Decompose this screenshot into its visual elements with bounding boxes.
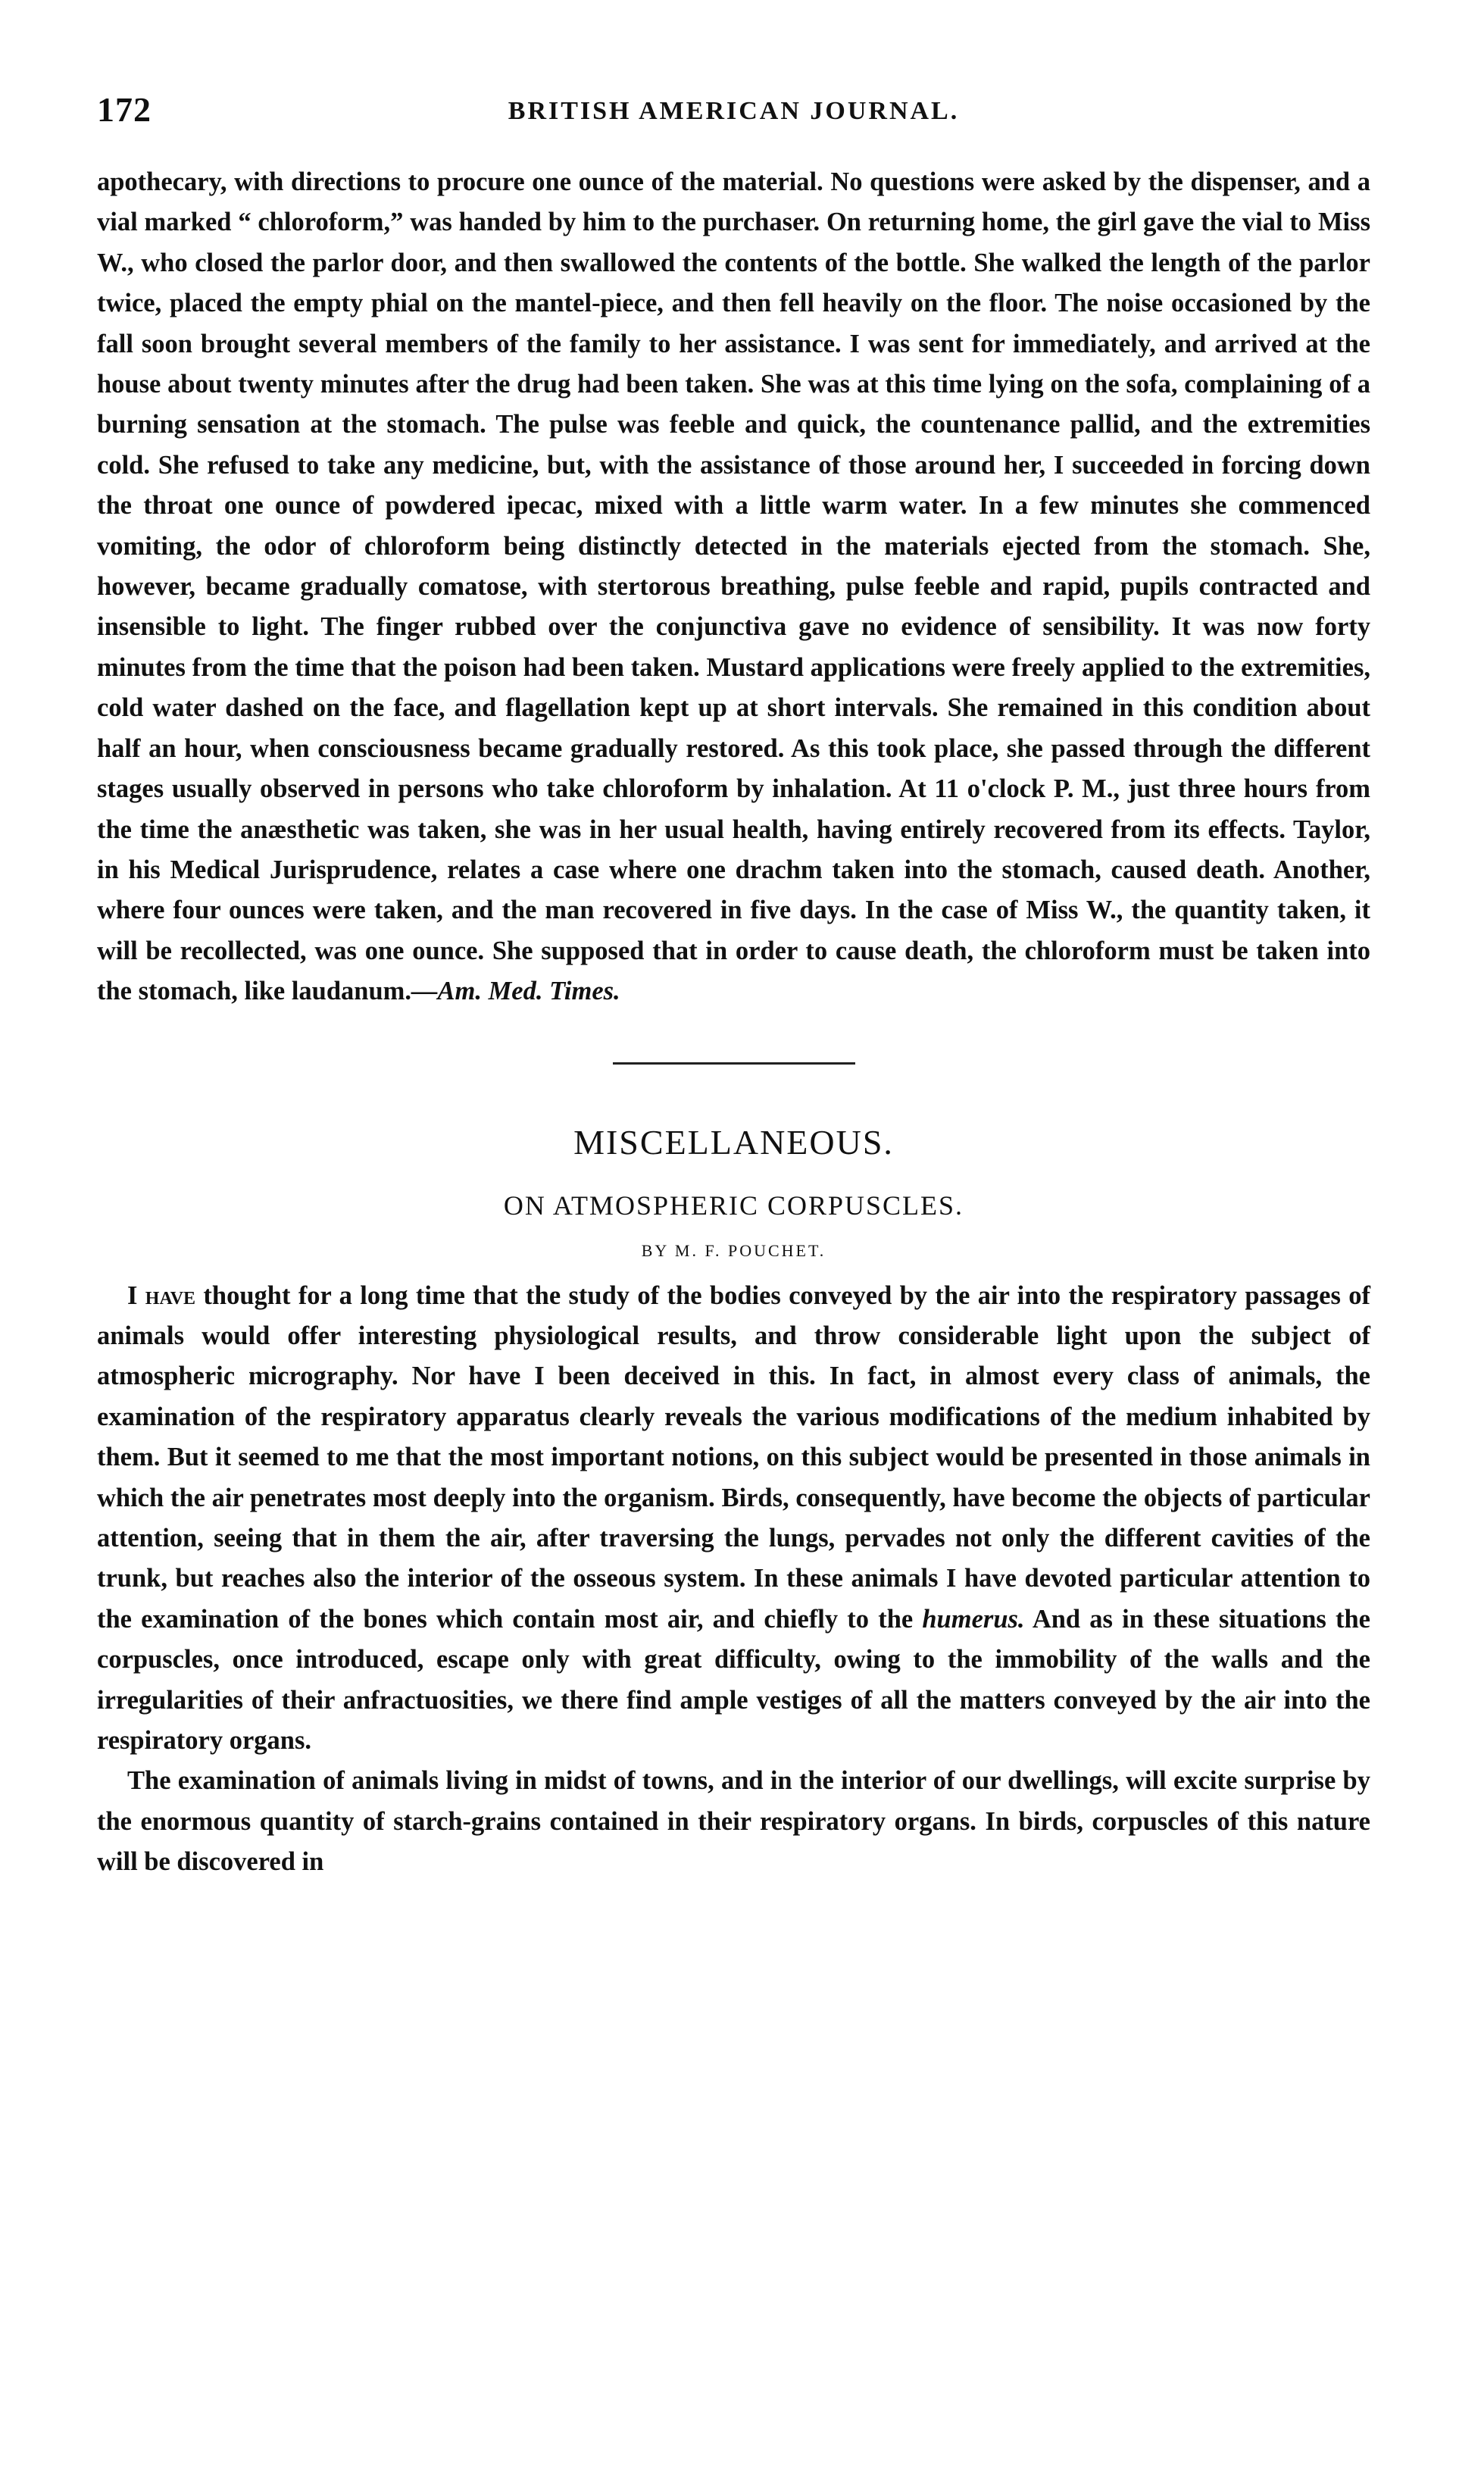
running-title: BRITISH AMERICAN JOURNAL.	[508, 97, 960, 125]
article-paragraph-1	[97, 1276, 1370, 1762]
continued-paragraph	[97, 162, 1370, 1012]
article-paragraph-2	[97, 1761, 1370, 1882]
emphasized-term: humerus.	[922, 1604, 1025, 1634]
paragraph-2-text: The examination of animals living in midst of towns, and in the interior of our dwellings, will excite surprise by the enormous quantity of starch-grains contained in their respiratory organs. In birds, corpuscles of this nature will be discovered in	[97, 1766, 1370, 1877]
paragraph-1-text: thought for a long time that the study of the bodies conveyed by the air into the respiratory passages of animals would offer interesting physiological results, and throw considerable light upon the subject of atmospheric micrography. Nor have I been deceived in this. In fact, in almost every class of animals, the examination of the respiratory apparatus clearly reveals the various modifications of the medium inhabited by them. But it seemed to me that the most important notions, on this subject would be presented in those animals in which the air penetrates most deeply into the organism. Birds, consequently, have become the objects of particular attention, seeing that in them the air, after traversing the lungs, pervades not only the different cavities of the trunk, but reaches also the interior of the osseous system. In these animals I have devoted particular attention to the examination of the bones which contain most air, and chiefly to the	[97, 1280, 1370, 1634]
article-title: ON ATMOSPHERIC CORPUSCLES.	[503, 1190, 964, 1221]
article-body	[97, 1276, 1370, 1883]
continued-paragraph-text: apothecary, with directions to procure one ounce of the material. No questions were asked by the dispenser, and a vial marked “ chloroform,” was handed by him to the purchaser. On returning home, the girl gave the vial to Miss W., who closed the parlor door, and then swallowed the contents of the bottle. She walked the length of the parlor twice, placed the empty phial on the mantel-piece, and then fell heavily on the floor. The noise occasioned by the fall soon brought several members of the family to her assistance. I was sent for immediately, and arrived at the house about twenty minutes after the drug had been taken. She was at this time lying on the sofa, complaining of a burning sensation at the stomach. The pulse was feeble and quick, the countenance pallid, and the extremities cold. She refused to take any medicine, but, with the assistance of those around her, I succeeded in forcing down the throat one ounce of powdered ipecac, mixed with a little warm water. In a few minutes she commenced vomiting, the odor of chloroform being distinctly detected in the materials ejected from the stomach. She, however, became gradually comatose, with stertorous breathing, pulse feeble and rapid, pupils contracted and insensible to light. The finger rubbed over the conjunctiva gave no evidence of sensibility. It was now forty minutes from the time that the poison had been taken. Mustard applications were freely applied to the extremities, cold water dashed on the face, and flagellation kept up at short intervals. She remained in this condition about half an hour, when consciousness became gradually restored. As this took place, she passed through the different stages usually observed in persons who take chloroform by inhalation. At 11 o'clock P. M., just three hours from the time the anæsthetic was taken, she was in her usual health, having entirely recovered from its effects. Taylor, in his Medical Jurisprudence, relates a case where one drachm taken into the stomach, caused death. Another, where four ounces were taken, and the man recovered in five days. In the case of Miss W., the quantity taken, it will be recollected, was one ounce. She supposed that in order to cause death, the chloroform must be taken into the stomach, like laudanum.	[97, 167, 1370, 1006]
continued-article	[97, 162, 1370, 1012]
page-header	[97, 89, 1370, 132]
author-byline: BY M. F. POUCHET.	[641, 1240, 826, 1260]
section-divider	[613, 1062, 855, 1065]
paragraph-1-text-end: And as in these situations the corpuscles, once introduced, escape only with great difficulty, owing to the immobility of the walls and the irregularities of their anfractuosities, we there find ample vestiges of all the matters conveyed by the air into the respiratory organs.	[97, 1604, 1370, 1755]
section-title: MISCELLANEOUS.	[573, 1122, 894, 1162]
page-number: 172	[97, 90, 152, 129]
paragraph-lead-in: I have	[127, 1280, 196, 1310]
source-citation: —Am. Med. Times.	[411, 977, 620, 1006]
